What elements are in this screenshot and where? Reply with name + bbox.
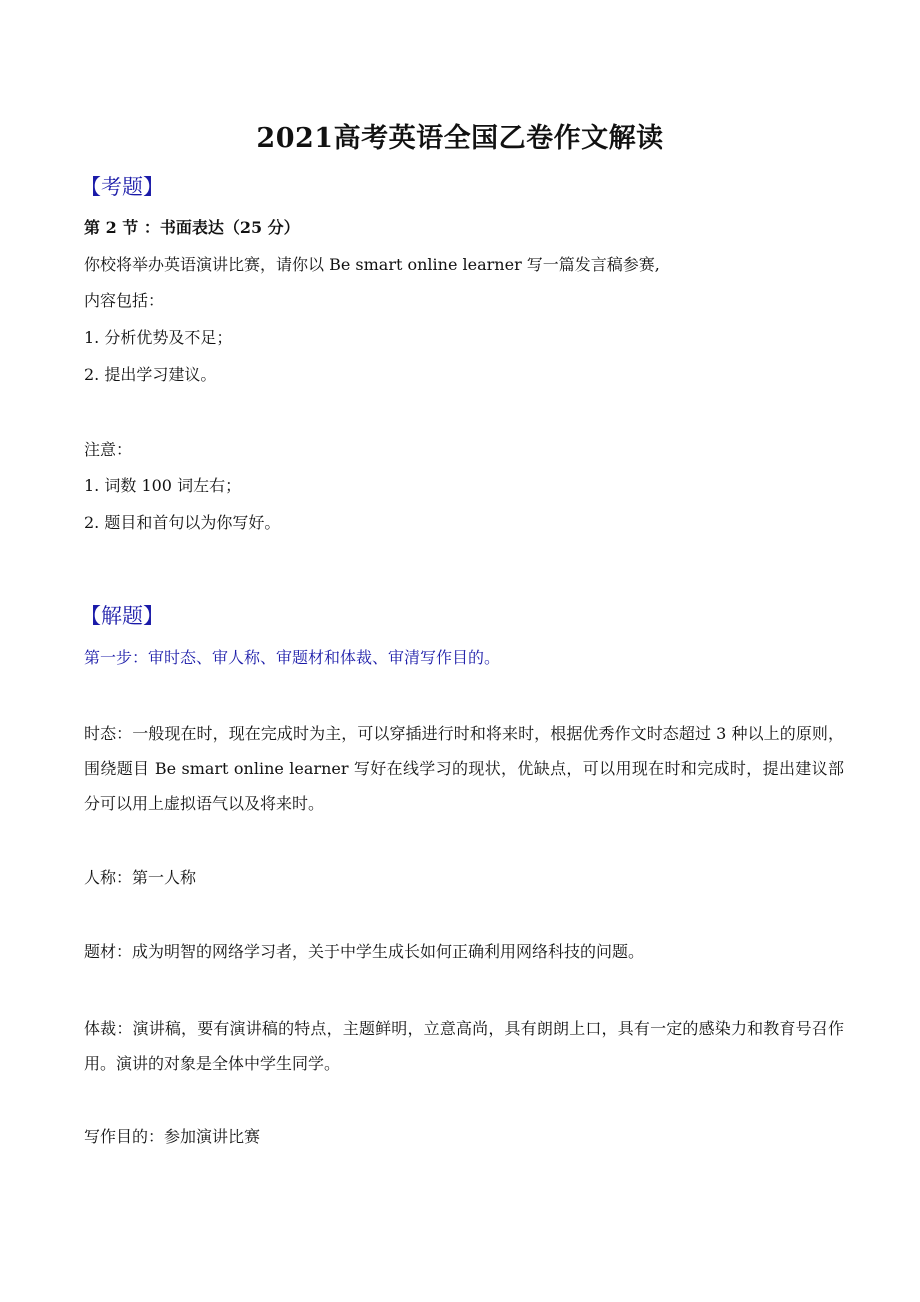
notes-item-1: 1. 词数 100 词左右； xyxy=(84,476,242,495)
notes-item-2: 2. 题目和首句以为你写好。 xyxy=(84,513,281,532)
content-item-2: 2. 提出学习建议。 xyxy=(84,365,217,384)
question-section: 第 2 节 ：书面表达（25 分） xyxy=(84,218,300,237)
analysis-purpose: 写作目的：参加演讲比赛 xyxy=(84,1127,261,1146)
content-label: 内容包括： xyxy=(84,291,165,310)
analysis-tense: 时态：一般现在时，现在完成时为主，可以穿插进行时和将来时，根据优秀作文时态超过 3 种以上的原则，围绕题目 Be smart online learner 写好在线学习的现状，优缺点，可以用现在时和完成时，提出建议部分可以用上虚拟语气以及将来时。 xyxy=(84,724,844,813)
analysis-heading: 【解题】 xyxy=(80,604,164,628)
notes-label: 注意： xyxy=(84,440,133,459)
document-title: 2021高考英语全国乙卷作文解读 xyxy=(256,123,664,154)
analysis-person: 人称：第一人称 xyxy=(84,868,197,887)
analysis-theme: 题材：成为明智的网络学习者，关于中学生成长如何正确利用网络科技的问题。 xyxy=(84,942,645,961)
content-item-1: 1. 分析优势及不足； xyxy=(84,328,233,347)
analysis-genre: 体裁：演讲稿，要有演讲稿的特点，主题鲜明，立意高尚，具有朗朗上口，具有一定的感染力和教育号召作用。演讲的对象是全体中学生同学。 xyxy=(84,1019,844,1073)
question-heading: 【考题】 xyxy=(80,175,164,199)
question-prompt: 你校将举办英语演讲比赛，请你以 Be smart online learner 写一篇发言稿参赛, xyxy=(84,255,660,274)
analysis-step1: 第一步：审时态、审人称、审题材和体裁、审清写作目的。 xyxy=(84,648,501,667)
